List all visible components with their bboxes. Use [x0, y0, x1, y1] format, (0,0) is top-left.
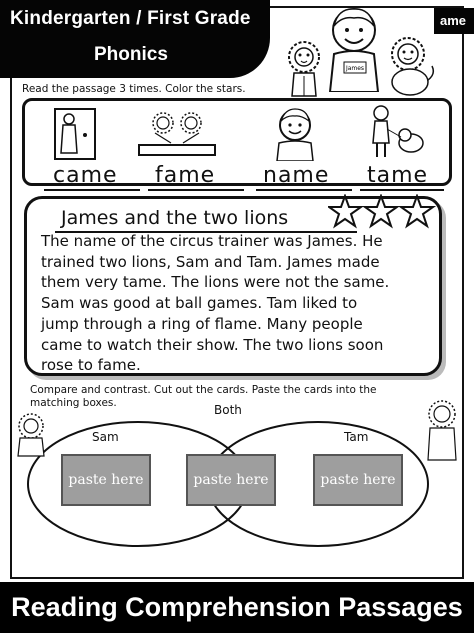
passage-line: came to watch their show. The two lions soon: [41, 335, 384, 354]
word-tame: tame: [367, 163, 429, 188]
rating-stars[interactable]: [328, 194, 440, 232]
star-icon[interactable]: [365, 196, 397, 226]
passage-line: The name of the circus trainer was James. He: [41, 232, 383, 250]
title-badge: [0, 0, 270, 78]
word-family-panel: [22, 98, 452, 186]
word-came: came: [53, 163, 118, 188]
lion-left-illustration: [12, 412, 50, 458]
read-instructions: Read the passage 3 times. Color the stars.: [22, 83, 246, 95]
footer-banner: Reading Comprehension Passages: [0, 582, 474, 633]
paste-box-sam[interactable]: paste here: [61, 454, 151, 506]
boy-with-dog-illustration: [365, 103, 429, 161]
underline-tame: [360, 189, 444, 191]
underline-came: [44, 189, 140, 191]
stage-lions-illustration: [135, 105, 221, 161]
venn-right-label: Tam: [344, 430, 369, 444]
boy-james-illustration: [322, 4, 386, 92]
passage-line: them very tame. The lions were not the same.: [41, 273, 390, 292]
passage-title: James and the two lions: [61, 207, 289, 229]
passage-line: Sam was good at ball games. Tam liked to: [41, 294, 358, 313]
venn-left-label: Sam: [92, 430, 119, 444]
venn-middle-label: Both: [214, 403, 242, 417]
passage-line: rose to fame.: [41, 356, 141, 375]
lion-sitting-illustration: [384, 36, 436, 98]
lion-right-illustration: [420, 398, 464, 462]
paste-box-tam[interactable]: paste here: [313, 454, 403, 506]
grade-title: Kindergarten / First Grade: [10, 8, 251, 29]
passage-line: trained two lions, Sam and Tam. James made: [41, 252, 380, 271]
paste-box-both[interactable]: paste here: [186, 454, 276, 506]
compare-instructions: Compare and contrast. Cut out the cards. Paste the cards into the matching boxes.: [30, 384, 377, 409]
name-tag: James: [345, 65, 365, 72]
underline-name: [256, 189, 352, 191]
star-icon[interactable]: [329, 196, 361, 226]
subject-title: Phonics: [94, 44, 168, 65]
word-fame: fame: [155, 163, 216, 188]
corner-tag: ame: [434, 8, 474, 34]
underline-fame: [148, 189, 244, 191]
star-icon[interactable]: [401, 196, 433, 226]
word-name: name: [263, 163, 330, 188]
door-illustration: [47, 105, 109, 161]
passage-text: [41, 231, 439, 376]
boy-face-illustration: [271, 105, 321, 161]
passage-line: jump through a ring of flame. Many people: [41, 314, 363, 333]
